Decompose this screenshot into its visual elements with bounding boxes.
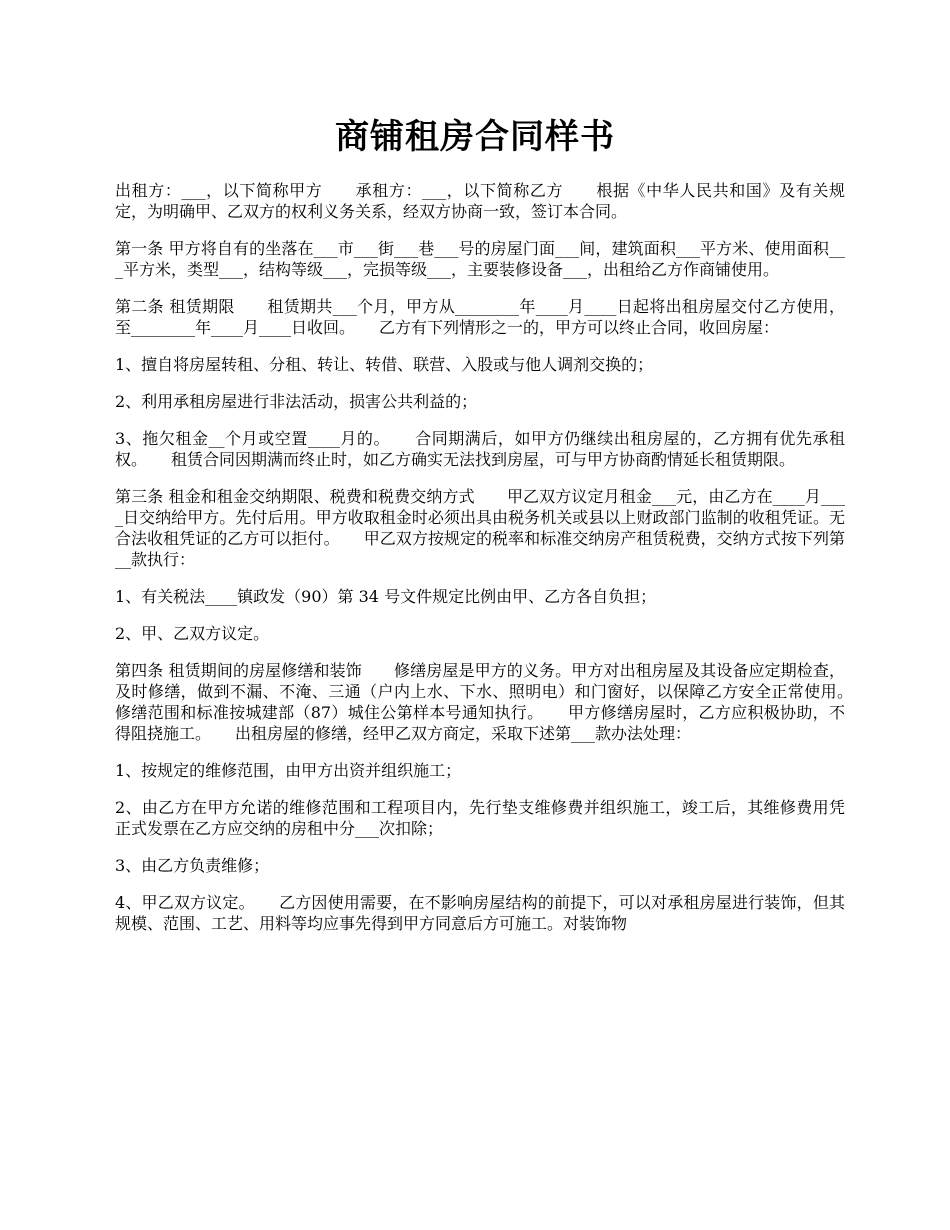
paragraph-article-4: 第四条 租赁期间的房屋修缮和装饰 修缮房屋是甲方的义务。甲方对出租房屋及其设备应定期检查，及时修缮，做到不漏、不淹、三通（户内上水、下水、照明电）和门窗好，以保障乙方安全正常使用。 修缮范围和标准按城建部（87）城住公第样本号通知执行。 甲方修缮房屋时，乙方应积极协助，不得阻挠施工。 出租房屋的修缮，经甲乙双方商定，采取下述第___款办法处理： <box>115 661 878 743</box>
document-title: 商铺租房合同样书 <box>335 117 615 157</box>
paragraph-article-1: 第一条 甲方将自有的坐落在___市___街___巷___号的房屋门面___间，建筑面积___平方米、使用面积___平方米，类型___，结构等级___，完损等级___，主要装修设备___，出租给乙方作商铺使用。 <box>115 239 845 279</box>
paragraph-article-4-item-2: 2、由乙方在甲方允诺的维修范围和工程项目内，先行垫支维修费并组织施工，竣工后，其维修费用凭正式发票在乙方应交纳的房租中分___次扣除； <box>115 798 845 838</box>
paragraph-article-2-item-2: 2、利用承租房屋进行非法活动，损害公共利益的； <box>115 392 478 411</box>
paragraph-article-3-item-2: 2、甲、乙双方议定。 <box>115 624 270 643</box>
paragraph-article-4-item-4: 4、甲乙双方议定。 乙方因使用需要，在不影响房屋结构的前提下，可以对承租房屋进行装饰，但其规模、范围、工艺、用料等均应事先得到甲方同意后方可施工。对装饰物 <box>115 893 845 933</box>
paragraph-article-3: 第三条 租金和租金交纳期限、税费和税费交纳方式 甲乙双方议定月租金___元，由乙方在____月____日交纳给甲方。先付后用。甲方收取租金时必须出具由税务机关或县以上财政部门监制的收租凭证。无合法收租凭证的乙方可以拒付。 甲乙双方按规定的税率和标准交纳房产租赁税费，交纳方式按下列第__款执行： <box>115 487 845 569</box>
paragraph-article-2: 第二条 租赁期限 租赁期共___个月，甲方从________年____月____日起将出租房屋交付乙方使用，至________年____月____日收回。 乙方有下列情形之一的，甲方可以终止合同，收回房屋： <box>115 297 845 337</box>
paragraph-article-2-item-1: 1、擅自将房屋转租、分租、转让、转借、联营、入股或与他人调剂交换的； <box>115 355 654 374</box>
paragraph-article-4-item-3: 3、由乙方负责维修； <box>115 856 270 875</box>
document-body <box>115 180 878 950</box>
paragraph-article-4-item-1: 1、按规定的维修范围，由甲方出资并组织施工； <box>115 761 462 780</box>
paragraph-article-2-item-3: 3、拖欠租金__个月或空置____月的。 合同期满后，如甲方仍继续出租房屋的，乙方拥有优先承租权。 租赁合同因期满而终止时，如乙方确实无法找到房屋，可与甲方协商酌情延长租赁期限。 <box>115 429 845 469</box>
paragraph-parties: 出租方：___，以下简称甲方 承租方：___，以下简称乙方 根据《中华人民共和国》及有关规定，为明确甲、乙双方的权利义务关系，经双方协商一致，签订本合同。 <box>115 181 845 221</box>
paragraph-article-3-item-1: 1、有关税法____镇政发（90）第 34 号文件规定比例由甲、乙方各自负担； <box>115 587 657 606</box>
